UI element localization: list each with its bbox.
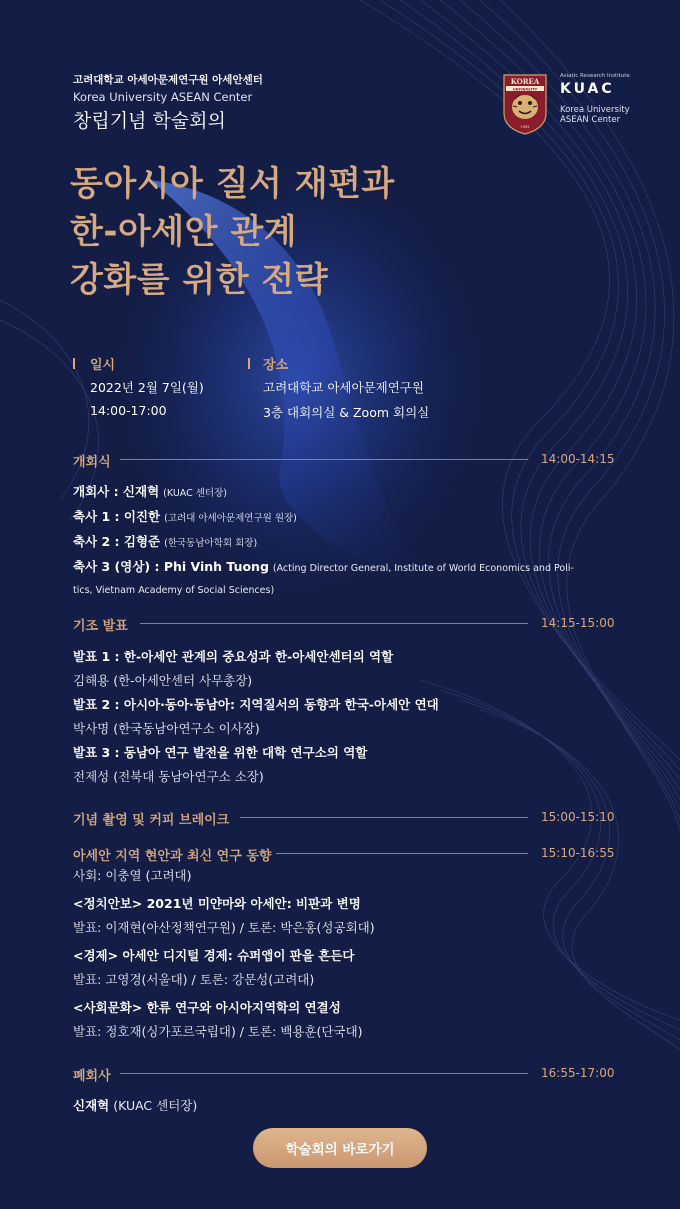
- congrats-1-note: (고려대 아세아문제연구원 원장): [164, 513, 297, 524]
- tiger-emblem-icon: [512, 95, 538, 119]
- break-divider: [240, 817, 528, 818]
- session-politics-title: <정치안보> 2021년 미얀마와 아세안: 비판과 변명: [73, 896, 361, 911]
- keynote-2-speaker: 박사명 (한국동남아연구소 이사장): [73, 721, 260, 736]
- closing-speaker-note: (KUAC 센터장): [113, 1098, 198, 1113]
- break-time: 15:00-15:10: [541, 810, 615, 824]
- keynote-1-title: 발표 1 : 한-아세안 관계의 중요성과 한-아세안센터의 역할: [73, 649, 394, 664]
- place-label: 장소: [263, 358, 289, 373]
- korea-university-seal: [502, 73, 548, 135]
- time-value: 14:00-17:00: [90, 403, 167, 418]
- congrats-1-speaker: 축사 1 : 이진한: [73, 509, 161, 524]
- congrats-3-note-cont: tics, Vietnam Academy of Social Sciences): [73, 585, 275, 596]
- title-line-3: 강화를 위한 전략: [70, 260, 329, 300]
- session-economy-title: <경제> 아세안 디지털 경제: 슈퍼앱이 판을 흔든다: [73, 948, 355, 963]
- opening-row-4: [73, 557, 574, 575]
- break-section-title: 기념 촬영 및 커피 브레이크: [73, 813, 230, 828]
- kuac-line-1: Korea University: [560, 105, 630, 115]
- session-culture-title: <사회문화> 한류 연구와 아시아지역학의 연결성: [73, 1000, 341, 1015]
- conference-title: [70, 160, 395, 304]
- opening-time: 14:00-14:15: [541, 452, 615, 466]
- kuac-institute-label: Asiatic Research Institute: [560, 73, 630, 79]
- title-line-1: 동아시아 질서 재편과: [70, 164, 395, 204]
- opening-row-3: [73, 532, 257, 550]
- event-type: 창립기념 학술회의: [73, 110, 226, 132]
- place-value-1: 고려대학교 아세아문제연구원: [263, 380, 424, 395]
- issues-time: 15:10-16:55: [541, 846, 615, 860]
- issues-section-title: 아세안 지역 현안과 최신 연구 동향: [73, 849, 272, 864]
- issues-moderator: 사회: 이충열 (고려대): [73, 868, 192, 883]
- closing-section-title: 폐회사: [73, 1069, 111, 1084]
- date-label: 일시: [90, 358, 116, 373]
- go-to-conference-button[interactable]: 학술회의 바로가기: [253, 1128, 427, 1168]
- congrats-3-speaker: 축사 3 (영상) : Phi Vinh Tuong: [73, 559, 269, 574]
- kuac-line-2: ASEAN Center: [560, 115, 621, 125]
- keynote-divider: [140, 623, 528, 624]
- closing-speaker-row: [73, 1096, 197, 1114]
- date-marker: [73, 358, 75, 369]
- keynote-3-title: 발표 3 : 동남아 연구 발전을 위한 대학 연구소의 역할: [73, 745, 368, 760]
- keynote-2-title: 발표 2 : 아시아·동아·동남아: 지역질서의 동향과 한국-아세안 연대: [73, 697, 439, 712]
- kuac-logo-text: KUAC: [560, 81, 615, 97]
- congrats-2-note: (한국동남아학회 회장): [164, 538, 258, 549]
- opening-section-title: 개회식: [73, 455, 111, 470]
- keynote-3-speaker: 전제성 (전북대 동남아연구소 소장): [73, 769, 264, 784]
- opening-row-1: [73, 482, 227, 500]
- keynote-section-title: 기조 발표: [73, 619, 128, 634]
- closing-speaker: 신재혁: [73, 1098, 110, 1113]
- keynote-time: 14:15-15:00: [541, 616, 615, 630]
- session-economy-speakers: 발표: 고영경(서울대) / 토론: 강문성(고려대): [73, 972, 315, 987]
- date-value: 2022년 2월 7일(월): [90, 380, 204, 395]
- organizer-korean: 고려대학교 아세아문제연구원 아세안센터: [73, 74, 263, 86]
- session-culture-speakers: 발표: 정호재(싱가포르국립대) / 토론: 백용훈(단국대): [73, 1024, 363, 1039]
- title-line-2: 한-아세안 관계: [70, 212, 298, 252]
- congrats-2-speaker: 축사 2 : 김형준: [73, 534, 161, 549]
- place-value-2: 3층 대회의실 & Zoom 회의실: [263, 405, 430, 420]
- closing-divider: [120, 1073, 528, 1074]
- opening-divider: [120, 459, 528, 460]
- seal-top-text: KOREA: [510, 77, 540, 86]
- session-politics-speakers: 발표: 이재현(아산정책연구원) / 토론: 박은홍(성공회대): [73, 920, 375, 935]
- organizer-english: Korea University ASEAN Center: [73, 90, 253, 104]
- opening-speaker: 개회사 : 신재혁: [73, 484, 160, 499]
- place-marker: [248, 358, 250, 369]
- seal-year: 1905: [520, 125, 530, 129]
- issues-divider: [276, 853, 528, 854]
- opening-speaker-note: (KUAC 센터장): [163, 488, 227, 499]
- closing-time: 16:55-17:00: [541, 1066, 615, 1080]
- keynote-1-speaker: 김해용 (한-아세안센터 사무총장): [73, 673, 253, 688]
- congrats-3-note: (Acting Director General, Institute of World Economics and Poli-: [272, 563, 574, 574]
- seal-band-text: UNIVERSITY: [512, 87, 538, 92]
- opening-row-4-cont: [73, 581, 274, 596]
- opening-row-2: [73, 507, 297, 525]
